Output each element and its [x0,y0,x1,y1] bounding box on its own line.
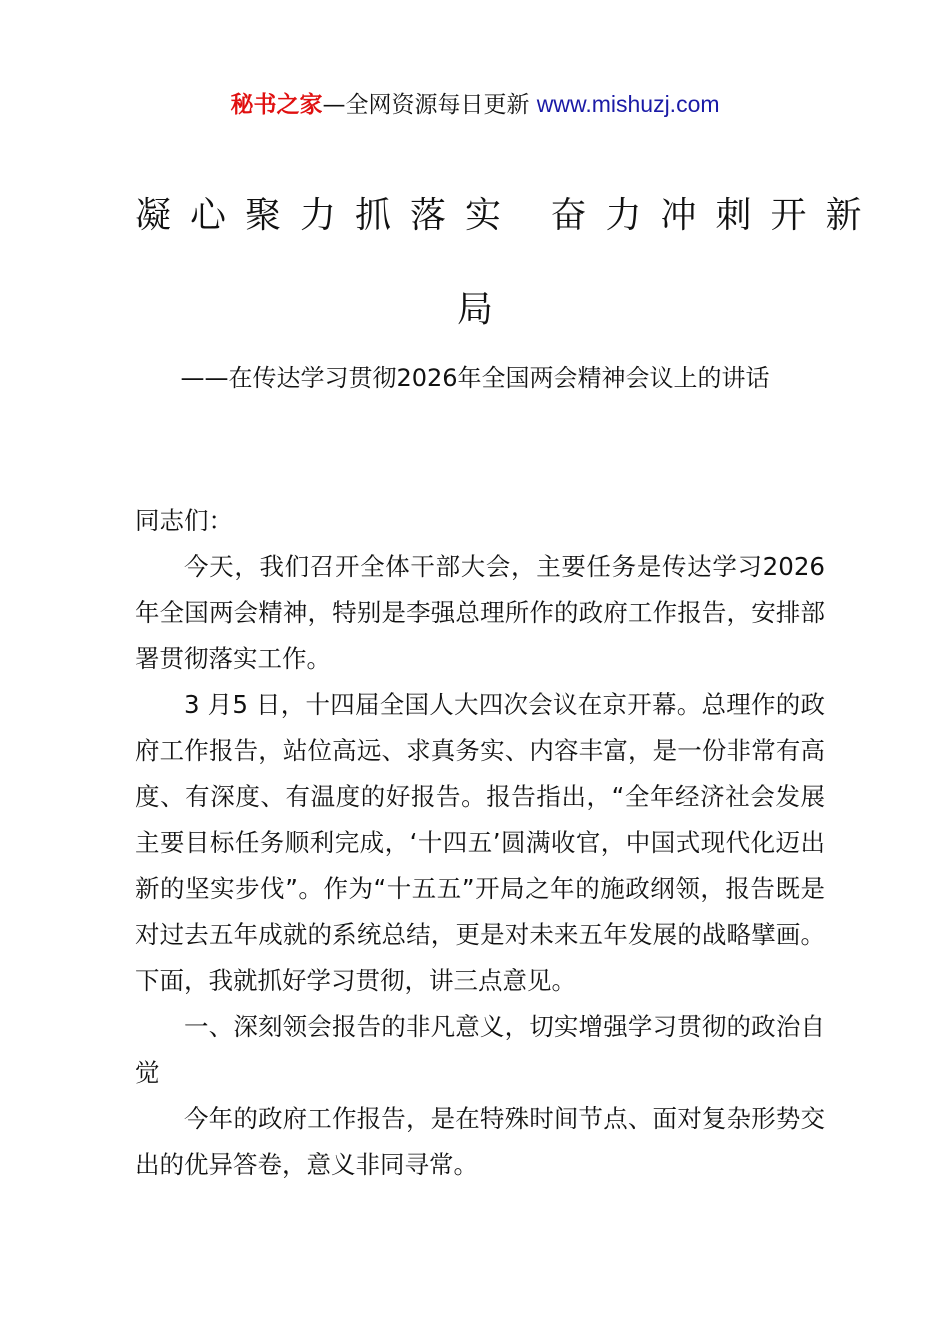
section-heading-1: 一、深刻领会报告的非凡意义，切实增强学习贯彻的政治自觉 [135,1012,825,1087]
salutation: 同志们： [135,506,233,535]
body-paragraph-1: 今天，我们召开全体干部大会，主要任务是传达学习2026年全国两会精神，特别是李强总理所作的政府工作报告，安排部署贯彻落实工作。 [135,552,825,673]
body-paragraph-2: 3 月5 日，十四届全国人大四次会议在京开幕。总理作的政府工作报告，站位高远、求真务实、内容丰富，是一份非常有高度、有深度、有温度的好报告。报告指出，“全年经济社会发展主要目标任务顺利完成，‘十四五’圆满收官，中国式现代化迈出新的坚实步伐”。作为“十五五”开局之年的施政纲领，报告既是对过去五年成就的系统总结，更是对未来五年发展的战略擘画。下面，我就抓好学习贯彻，讲三点意见。 [135,690,825,995]
site-url-link[interactable]: www.mishuzj.com [536,91,720,117]
site-header [0,88,950,121]
section-1-paragraph: 今年的政府工作报告，是在特殊时间节点、面对复杂形势交出的优异答卷，意义非同寻常。 [135,1104,825,1179]
document-title-line1: 凝心聚力抓落实 奋力冲刺开新 [135,195,881,236]
brand-name: 秘书之家 [230,92,323,118]
document-title-line2: 局 [456,289,493,330]
header-tagline: —全网资源每日更新 [322,92,537,118]
document-subtitle: ——在传达学习贯彻2026年全国两会精神会议上的讲话 [180,364,770,392]
document-body [135,498,825,1188]
